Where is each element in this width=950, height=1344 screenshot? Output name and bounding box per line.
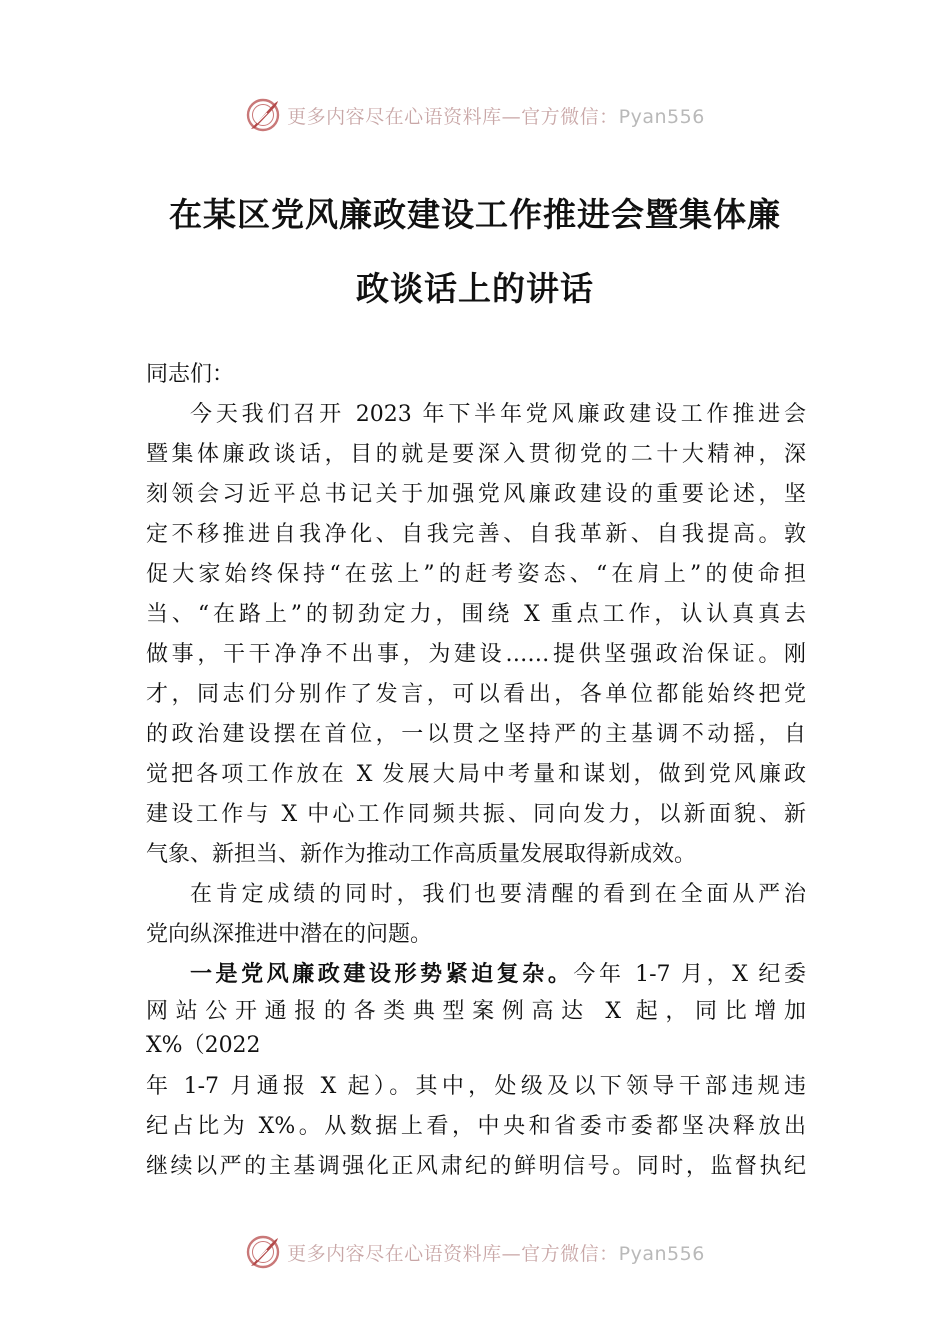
- paragraph-line: 在肯定成绩的同时，我们也要清醒的看到在全面从严治: [190, 882, 806, 907]
- watermark-text: 更多内容尽在心语资料库—官方微信：Pyan556: [287, 1242, 705, 1265]
- paragraph-line: 年 1-7 月通报 X 起）。其中，处级及以下领导干部违规违: [146, 1074, 806, 1099]
- paragraph-1: [146, 395, 806, 875]
- paragraph-line: 气象、新担当、新作为推动工作高质量发展取得新成效。: [146, 842, 697, 867]
- paragraph-line: 促大家始终保持“在弦上”的赶考姿态、“在肩上”的使命担: [146, 562, 806, 587]
- watermark-text: 更多内容尽在心语资料库—官方微信：Pyan556: [287, 105, 705, 128]
- watermark-banner-bottom: [0, 1232, 950, 1272]
- document-title: [140, 178, 810, 326]
- wechat-id: Pyan556: [618, 1242, 705, 1265]
- quill-seal-logo-icon: [245, 1234, 281, 1270]
- paragraph-line: 继续以严的主基调强化正风肃纪的鲜明信号。同时，监督执纪: [146, 1154, 806, 1179]
- paragraph-line: 当、“在路上”的韧劲定力，围绕 X 重点工作，认认真真去: [146, 602, 806, 627]
- paragraph-line: 定不移推进自我净化、自我完善、自我革新、自我提高。敦: [146, 522, 806, 547]
- title-line-2: 政谈话上的讲话: [356, 269, 594, 308]
- paragraph-2: [146, 875, 806, 955]
- quill-seal-logo-icon: [245, 97, 281, 133]
- wechat-id: Pyan556: [618, 105, 705, 128]
- watermark-banner-top: [0, 95, 950, 135]
- paragraph-line: 做事，干干净净不出事，为建设……提供坚强政治保证。刚: [146, 642, 806, 667]
- paragraph-line: X%（2022: [146, 1033, 261, 1058]
- paragraph-line: 建设工作与 X 中心工作同频共振、同向发力，以新面貌、新: [146, 802, 806, 827]
- salutation: 同志们：: [146, 362, 235, 387]
- document-body: [146, 355, 806, 1187]
- paragraph-line: 觉把各项工作放在 X 发展大局中考量和谋划，做到党风廉政: [146, 762, 806, 787]
- paragraph-line: 才，同志们分别作了发言，可以看出，各单位都能始终把党: [146, 682, 806, 707]
- paragraph-line: 一是党风廉政建设形势紧迫复杂。今年 1-7 月，X 纪委: [190, 962, 806, 987]
- paragraph-line: 党向纵深推进中潜在的问题。: [146, 922, 433, 947]
- paragraph-line: 纪占比为 X%。从数据上看，中央和省委市委都坚决释放出: [146, 1114, 806, 1139]
- paragraph-line: 网站公开通报的各类典型案例高达 X 起，同比增加: [146, 999, 806, 1024]
- paragraph-3: [146, 955, 806, 1187]
- point-one-heading: 一是党风廉政建设形势紧迫复杂。: [190, 962, 574, 987]
- paragraph-line: 今天我们召开 2023 年下半年党风廉政建设工作推进会: [190, 402, 806, 427]
- paragraph-line: 暨集体廉政谈话，目的就是要深入贯彻党的二十大精神，深: [146, 442, 806, 467]
- title-line-1: 在某区党风廉政建设工作推进会暨集体廉: [169, 195, 781, 234]
- paragraph-line: 刻领会习近平总书记关于加强党风廉政建设的重要论述，坚: [146, 482, 806, 507]
- paragraph-line: 的政治建设摆在首位，一以贯之坚持严的主基调不动摇，自: [146, 722, 806, 747]
